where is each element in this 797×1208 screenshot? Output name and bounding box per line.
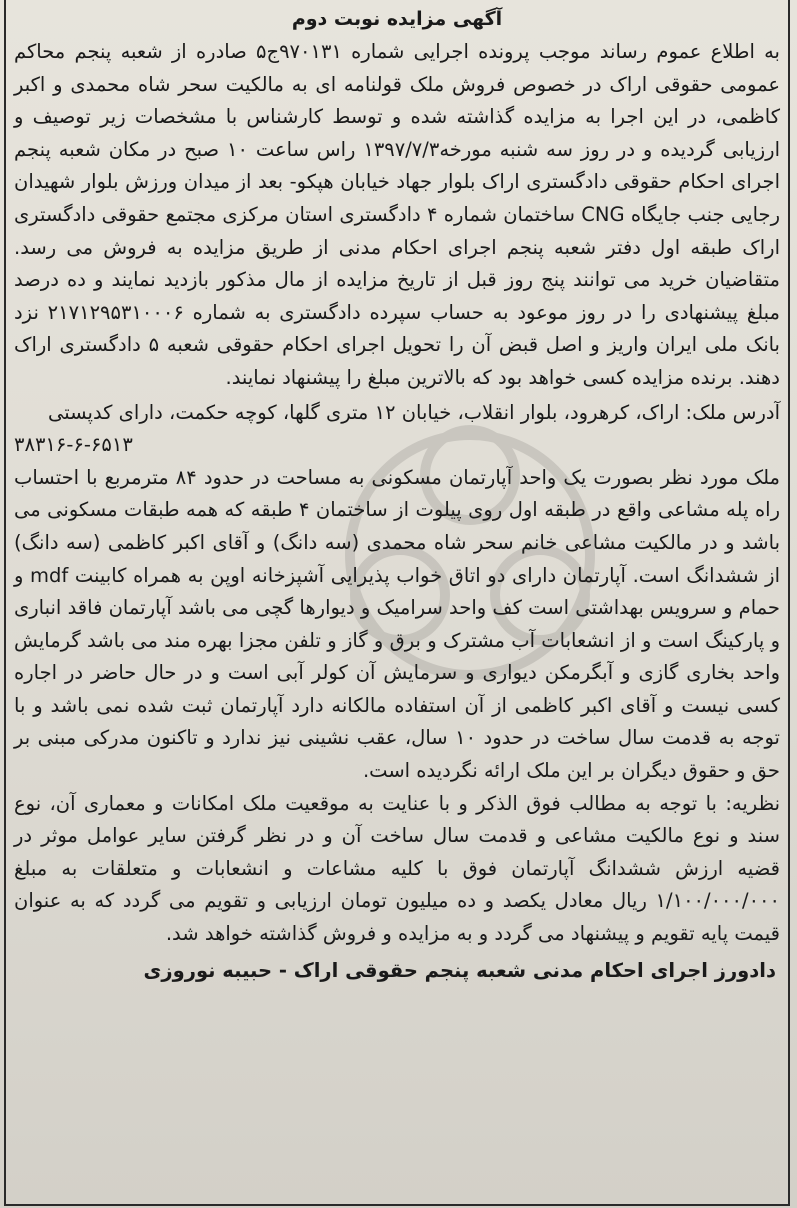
postal-code: ۳۸۳۱۶-۶-۶۵۱۳: [14, 433, 133, 457]
notice-title: آگهی مزایده نوبت دوم: [291, 8, 503, 30]
notice-content: [14, 2, 780, 991]
notice-paragraph-appraisal: نظریه: با توجه به مطالب فوق الذکر و با عنایت به موقعیت ملک امکانات و معماری آن، نوع سند و نوع مالکیت مشاعی و قدمت سال ساخت آن و در نظر گرفتن سایر عوامل موثر در قضیه ارزش ششدانگ آپارتمان فوق با کلیه مشاعات و انشعابات و متعلقات به مبلغ ۱/۱۰۰/۰۰۰/۰۰۰ ریال معادل یکصد و ده میلیون تومان ارزیابی و تقویم می گردد که به عنوان قیمت پایه تقویم و پیشنهاد می گردد و به مزایده و فروش گذاشته خواهد شد.: [14, 791, 780, 946]
notice-paragraph-auction-details: به اطلاع عموم رساند موجب پرونده اجرایی شماره ۹۷۰۱۳۱ج۵ صادره از شعبه پنجم محاکم عمومی حقوقی اراک در خصوص فروش ملک قولنامه ای به مالکیت سحر شاه محمدی و اکبر کاظمی، در این اجرا به مزایده گذاشته شده و توسط کارشناس با مشخصات زیر توصیف و ارزیابی گردیده و در روز سه شنبه مورخه۱۳۹۷/۷/۳ راس ساعت ۱۰ صبح در مکان شعبه پنجم اجرای احکام حقوقی دادگستری اراک بلوار جهاد خیابان هپکو- بعد از میدان ورزش بلوار شهیدان رجایی جنب جایگاه CNG ساختمان شماره ۴ دادگستری استان مرکزی مجتمع حقوقی دادگستری اراک طبقه اول دفتر شعبه پنجم اجرای احکام مدنی از طریق مزایده به فروش می رسد. متقاضیان خرید می توانند پنج روز قبل از تاریخ مزایده از مال مذکور بازدید نمایند و ده درصد مبلغ پیشنهادی را در روز موعود به حساب سپرده دادگستری به شماره ۲۱۷۱۲۹۵۳۱۰۰۰۶ نزد بانک ملی ایران واریز و اصل قبض آن را تحویل اجرای احکام حقوقی شعبه ۵ دادگستری اراک دهند. برنده مزایده کسی خواهد بود که بالاترین مبلغ را پیشنهاد نمایند.: [14, 40, 781, 389]
notice-signature: دادورز اجرای احکام مدنی شعبه پنجم حقوقی اراک - حبیبه نوروزی: [143, 958, 776, 982]
property-address: آدرس ملک: اراک، کرهرود، بلوار انقلاب، خیابان ۱۲ متری گلها، کوچه حکمت، دارای کدپستی: [47, 400, 780, 424]
notice-paragraph-property-description: ملک مورد نظر بصورت یک واحد آپارتمان مسکونی به مساحت در حدود ۸۴ مترمربع با احتساب راه پله مشاعی واقع در طبقه اول روی پیلوت از ساختمان ۴ طبقه که همه طبقات مسکونی می باشد و در مالکیت مشاعی خانم سحر شاه محمدی (سه دانگ) و آقای اکبر کاظمی (سه دانگ) از ششدانگ است. آپارتمان دارای دو اتاق خواب پذیرایی آشپزخانه اوپن به همراه کابینت mdf و حمام و سرویس بهداشتی است کف واحد سرامیک و دیوارها گچی می باشد آپارتمان فاقد انباری و پارکینگ است و از انشعابات آب مشترک و برق و گاز و تلفن مجزا بهره مند می باشد گرمایش واحد بخاری گازی و آبگرمکن دیواری و سرمایش آن کولر آبی است و در حال حاضر در اجاره کسی نیست و آقای اکبر کاظمی از آن استفاده مالکانه دارد آپارتمان ثبت شده نمی باشد و با توجه به قدمت سال ساخت در حدود ۱۰ سال، عقب نشینی نیز ندارد و تاکنون مدرکی مبنی بر حق و حقوق دیگران بر این ملک ارائه نگردیده است.: [14, 465, 780, 783]
